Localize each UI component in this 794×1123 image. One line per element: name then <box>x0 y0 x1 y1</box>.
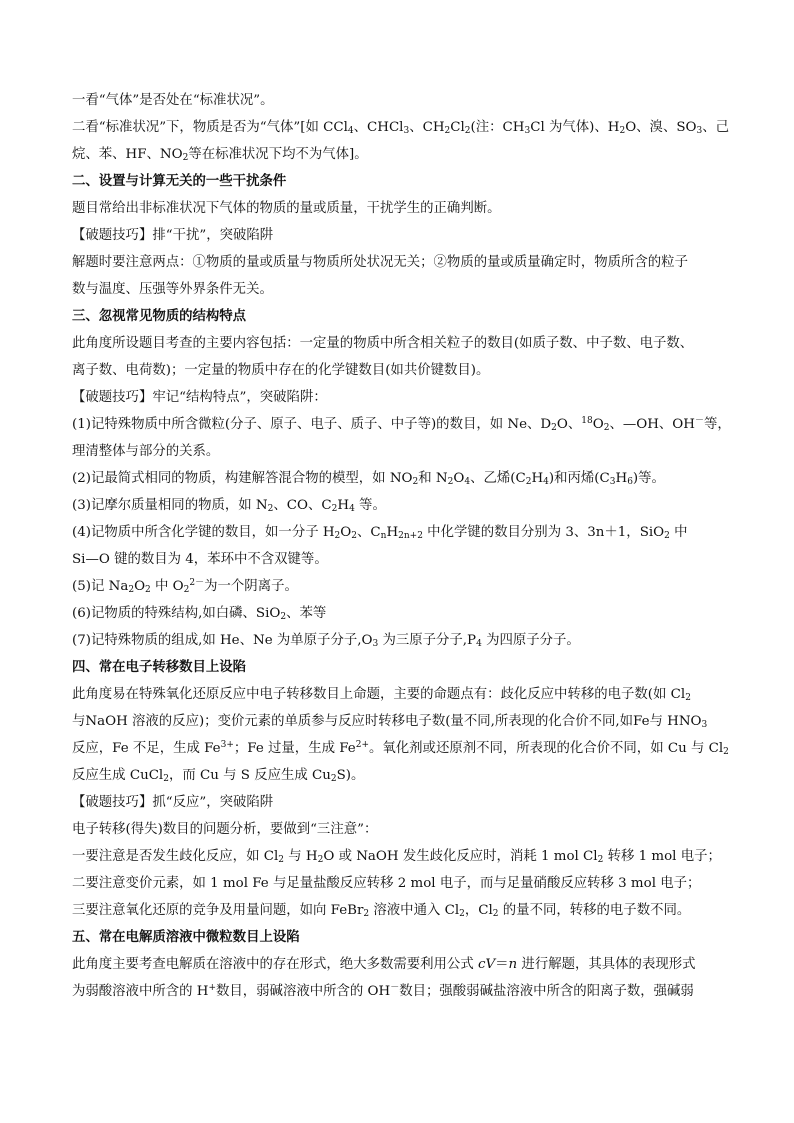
paragraph <box>72 195 726 222</box>
paragraph <box>72 411 731 465</box>
paragraph <box>72 897 726 924</box>
text-line: 离子数、电荷数)；一定量的物质中存在的化学键数目(如共价键数目)。 <box>72 363 490 378</box>
text-line: 一要注意是否发生歧化反应，如 $Cl_2$ 与 $H_2O$ 或 NaOH 发生歧化反应时，消耗 1 mol $Cl_2$ 转移 1 mol 电子； <box>72 849 721 865</box>
paragraph <box>72 843 726 870</box>
text-line: 为弱酸溶液中所含的 H+数目，弱碱溶液中所含的 OH－数目；强酸弱碱盐溶液中所含的阳离子数，强碱弱 <box>72 983 694 999</box>
text-line: 二、设置与计算无关的一些干扰条件 <box>72 174 287 189</box>
text-line: 电子转移(得失)数目的问题分析，要做到“三注意”： <box>72 822 378 837</box>
paragraph <box>72 600 726 627</box>
text-line: (4)记物质中所含化学键的数目，如一分子 $H_2O_2$、$C_nH_{2n+2}$ 中化学键的数目分别为 3、3n＋1，SiO$_2$ 中 <box>72 525 688 541</box>
section-heading <box>72 924 726 951</box>
text-line: (7)记特殊物质的组成,如 He、Ne 为单原子分子$,O_3$ 为三原子分子$,P_4$ 为四原子分子。 <box>72 633 580 649</box>
text-line: 与NaOH 溶液的反应)；变价元素的单质参与反应时转移电子数(量不同,所表现的化合价不同,如Fe与 $HNO_3$ <box>72 714 708 730</box>
text-line: 五、常在电解质溶液中微粒数目上设陷 <box>72 930 300 945</box>
text-line: 反应生成 CuCl$_2$，而 Cu 与 S 反应生成 $Cu_2S$)。 <box>72 768 365 784</box>
paragraph <box>72 465 726 492</box>
text-line: 三、忽视常见物质的结构特点 <box>72 309 247 324</box>
text-line: Si—O 键的数目为 4，苯环中不含双键等。 <box>72 552 328 567</box>
paragraph <box>72 222 726 249</box>
paragraph <box>72 384 726 411</box>
text-line: 四、常在电子转移数目上设陷 <box>72 660 247 675</box>
paragraph <box>72 249 726 303</box>
text-line: 一看“气体”是否处在“标准状况”。 <box>72 93 274 108</box>
paragraph <box>72 87 726 114</box>
paragraph <box>72 951 726 1005</box>
text-line: 【破题技巧】牢记“结构特点”，突破陷阱： <box>72 390 327 405</box>
text-line: (1)记特殊物质中所含微粒(分子、原子、电子、质子、中子等)的数目，如 Ne、$D_2O$、$^{18}O_2$、—OH、OH－等， <box>72 416 731 433</box>
text-line: 此角度主要考查电解质在溶液中的存在形式，绝大多数需要利用公式 cV＝n 进行解题，其具体的表现形式 <box>72 957 696 972</box>
paragraph <box>72 330 726 384</box>
paragraph <box>72 114 730 168</box>
text-line: 二看“标准状况”下，物质是否为“气体”[如 CCl$_4$、CHCl$_3$、$CH_2Cl_2$(注：$CH_3Cl$ 为气体)、$H_2O$、溴、$SO_3$、己 <box>72 120 730 136</box>
text-line: 此角度易在特殊氧化还原反应中电子转移数目上命题，主要的命题点有：歧化反应中转移的电子数(如 $Cl_2$ <box>72 687 691 703</box>
text-line: 烷、苯、HF、$NO_2$等在标准状况下均不为气体]。 <box>72 147 368 163</box>
text-line: 【破题技巧】排“干扰”，突破陷阱 <box>72 228 274 243</box>
text-line: 三要注意氧化还原的竞争及用量问题，如向 FeBr$_2$ 溶液中通入 $Cl_2$，$Cl_2$ 的量不同，转移的电子数不同。 <box>72 903 691 919</box>
paragraph <box>72 627 726 654</box>
paragraph <box>72 870 726 897</box>
section-heading <box>72 654 726 681</box>
text-line: 解题时要注意两点：①物质的量或质量与物质所处状况无关；②物质的量或质量确定时，物质所含的粒子 <box>72 255 688 270</box>
paragraph <box>72 573 726 600</box>
text-line: (3)记摩尔质量相同的物质，如 $N_2$、CO、$C_2H_4$ 等。 <box>72 498 386 514</box>
section-heading <box>72 303 726 330</box>
text-line: (2)记最简式相同的物质，构建解答混合物的模型，如 $NO_2$和 $N_2O_4$、乙烯$(C_2H_4)$和丙烯$(C_3H_6)$等。 <box>72 471 665 487</box>
paragraph <box>72 681 729 789</box>
document-body <box>72 87 731 1005</box>
text-line: (6)记物质的特殊结构,如白磷、SiO$_2$、苯等 <box>72 606 327 622</box>
paragraph <box>72 789 726 816</box>
text-line: 数与温度、压强等外界条件无关。 <box>72 282 273 297</box>
section-heading <box>72 168 726 195</box>
text-line: (5)记 $Na_2O_2$ 中 $O_2^{2-}$为一个阴离子。 <box>72 578 298 595</box>
text-line: 二要注意变价元素，如 1 mol Fe 与足量盐酸反应转移 2 mol 电子，而与足量硝酸反应转移 3 mol 电子； <box>72 876 701 891</box>
paragraph <box>72 519 726 573</box>
paragraph <box>72 492 726 519</box>
text-line: 此角度所设题目考查的主要内容包括：一定量的物质中所含相关粒子的数目(如质子数、中子数、电子数、 <box>72 336 694 351</box>
text-line: 反应，Fe 不足，生成 $Fe^{3+}$；Fe 过量，生成 $Fe^{2+}$。氧化剂或还原剂不同，所表现的化合价不同，如 Cu 与 $Cl_2$ <box>72 740 729 757</box>
text-line: 【破题技巧】抓“反应”，突破陷阱 <box>72 795 274 810</box>
paragraph <box>72 816 726 843</box>
text-line: 题目常给出非标准状况下气体的物质的量或质量，干扰学生的正确判断。 <box>72 201 501 216</box>
text-line: 理清整体与部分的关系。 <box>72 444 220 459</box>
